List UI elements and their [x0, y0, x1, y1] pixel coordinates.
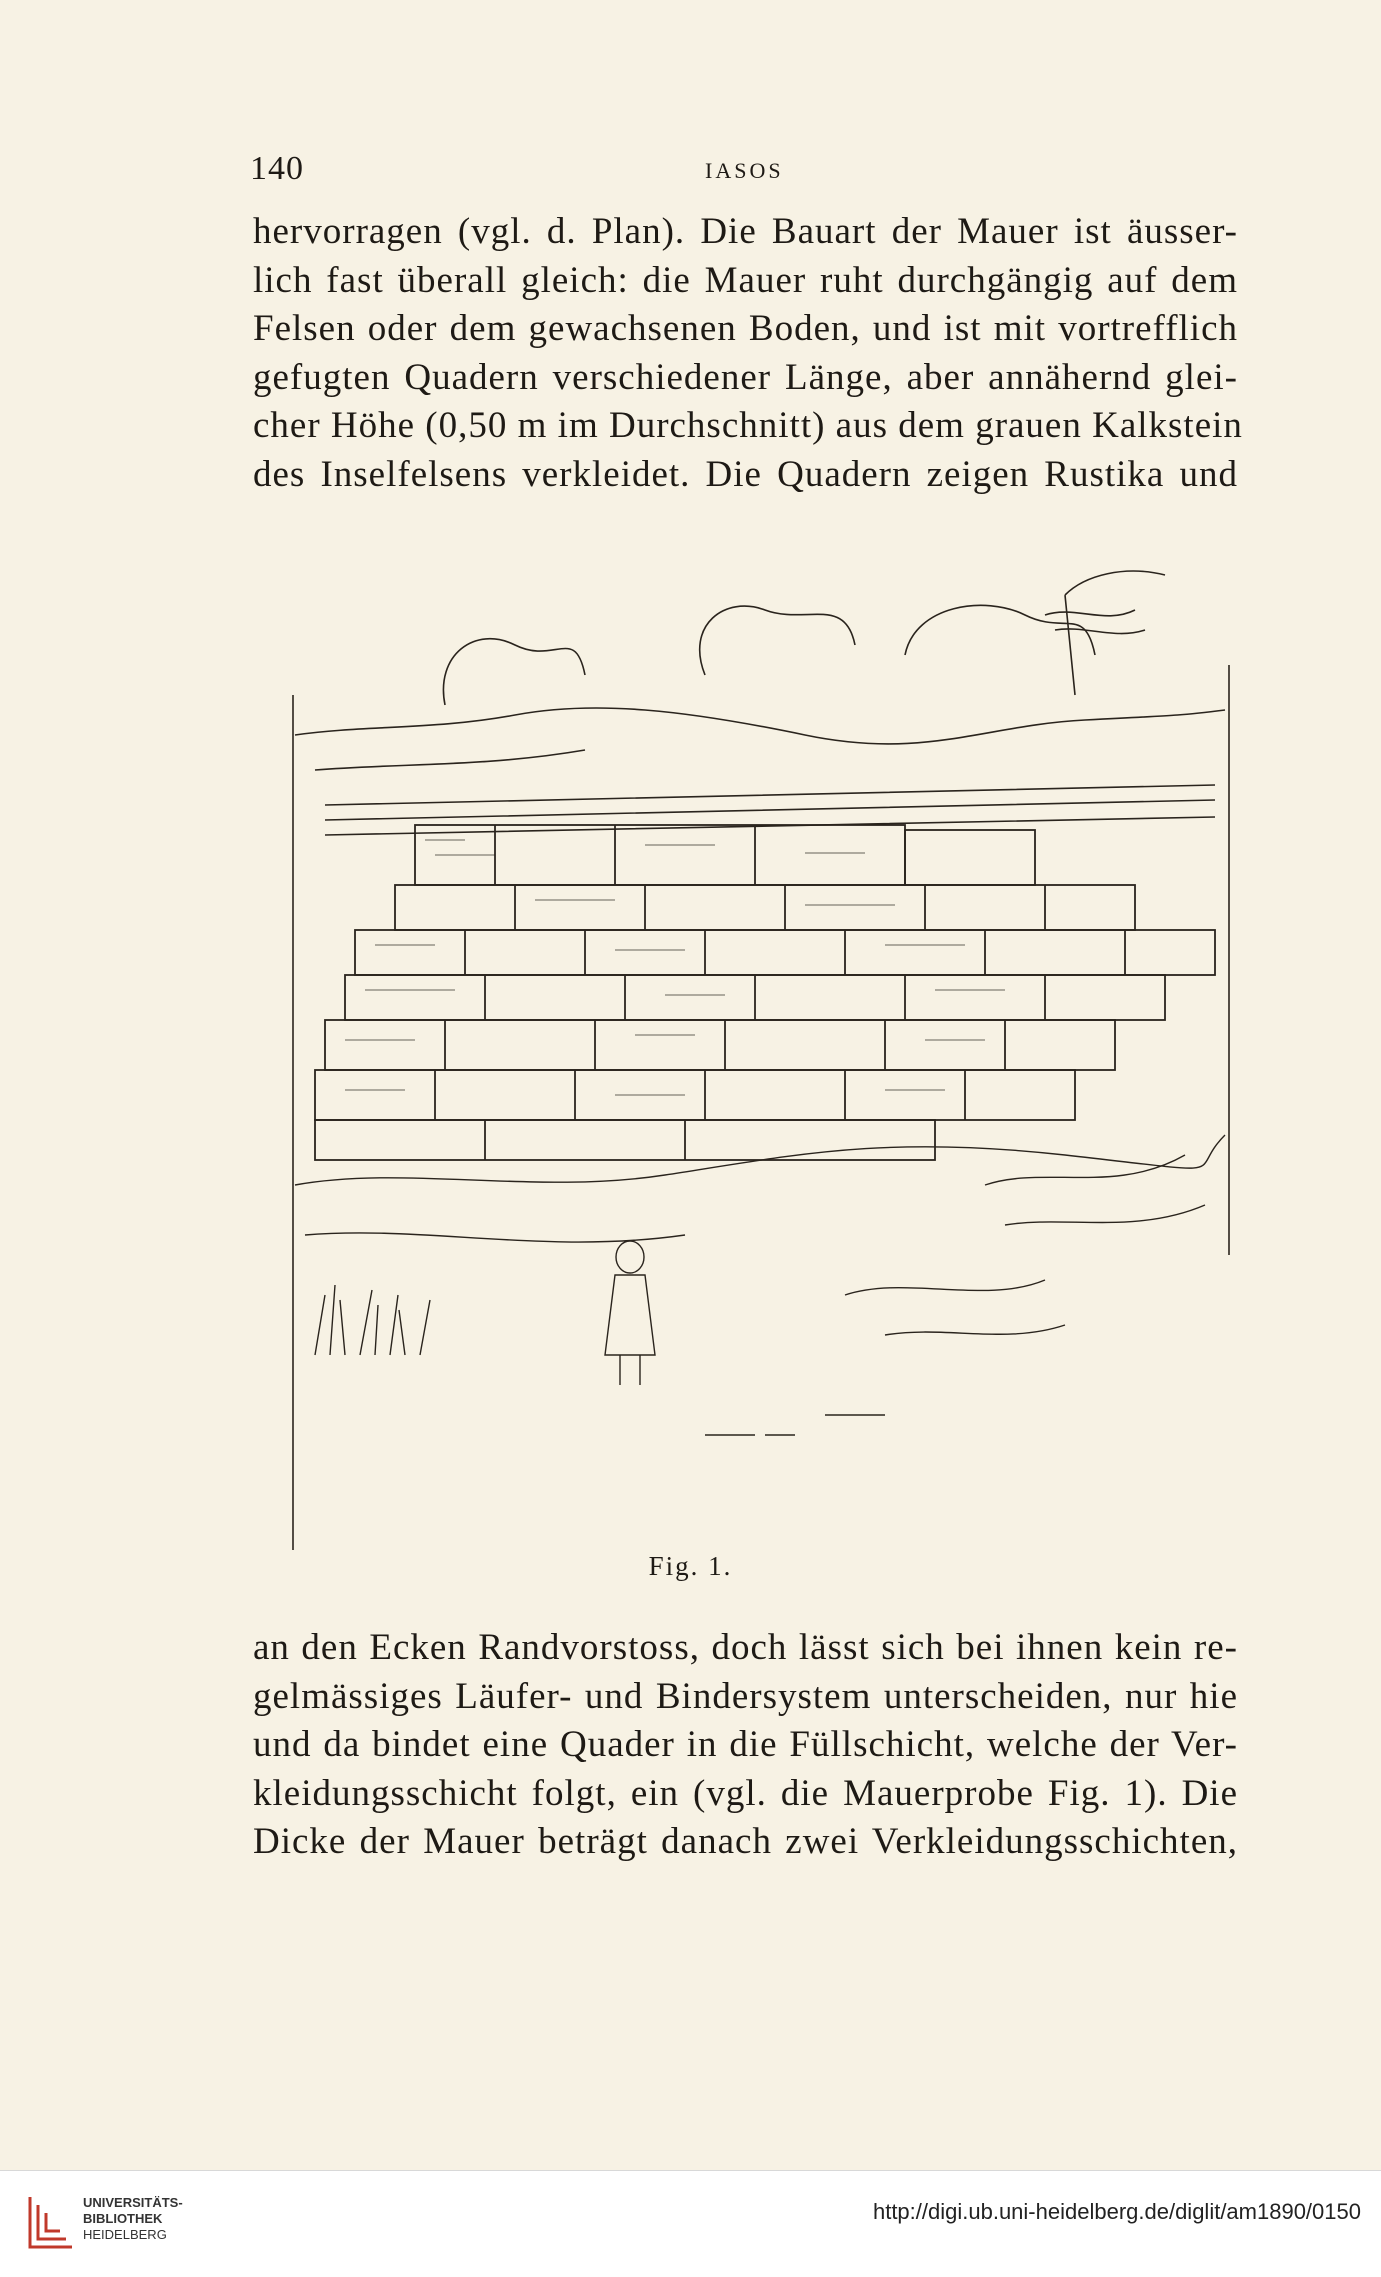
body-text-bottom [253, 1624, 1238, 1867]
figure-caption: Fig. 1. [648, 1551, 733, 1581]
text-line: an den Ecken Randvorstoss, doch lässt sich bei ihnen kein re- [253, 1627, 1238, 1668]
wall-drawing [285, 535, 1235, 1565]
library-footer [0, 2170, 1381, 2277]
text-line: Dicke der Mauer beträgt danach zwei Verkleidungsschichten, [253, 1821, 1238, 1862]
source-url-link[interactable]: http://digi.ub.uni-heidelberg.de/diglit/am1890/0150 [872, 2199, 1361, 2224]
text-line: lich fast überall gleich: die Mauer ruht durchgängig auf dem [253, 259, 1238, 301]
text-line: hervorragen (vgl. d. Plan). Die Bauart der Mauer ist äusser- [253, 211, 1238, 252]
text-line: des Inselfelsens verkleidet. Die Quadern zeigen Rustika und [253, 453, 1238, 495]
library-name-line: HEIDELBERG [83, 2227, 167, 2242]
text-line: kleidungsschicht folgt, ein (vgl. die Mauerprobe Fig. 1). Die [253, 1772, 1238, 1814]
page-header [250, 150, 1235, 190]
page-number: 140 [250, 150, 304, 187]
library-name-line: UNIVERSITÄTS- [83, 2195, 183, 2210]
wall-illustration [285, 535, 1235, 1565]
text-line: gelmässiges Läufer- und Bindersystem unterscheiden, nur hie [253, 1675, 1238, 1717]
running-head: IASOS [705, 158, 784, 183]
text-line: Felsen oder dem gewachsenen Boden, und ist mit vortrefflich [253, 308, 1238, 349]
text-line: und da bindet eine Quader in die Füllschicht, welche der Ver- [253, 1724, 1238, 1765]
library-name [83, 2195, 183, 2243]
library-name-line: BIBLIOTHEK [83, 2211, 163, 2226]
text-line: cher Höhe (0,50 m im Durchschnitt) aus dem grauen Kalkstein [253, 405, 1243, 446]
text-line: gefugten Quadern verschiedener Länge, aber annähernd glei- [253, 356, 1238, 398]
university-library-logo-icon [22, 2191, 80, 2253]
body-text-top [253, 208, 1243, 499]
